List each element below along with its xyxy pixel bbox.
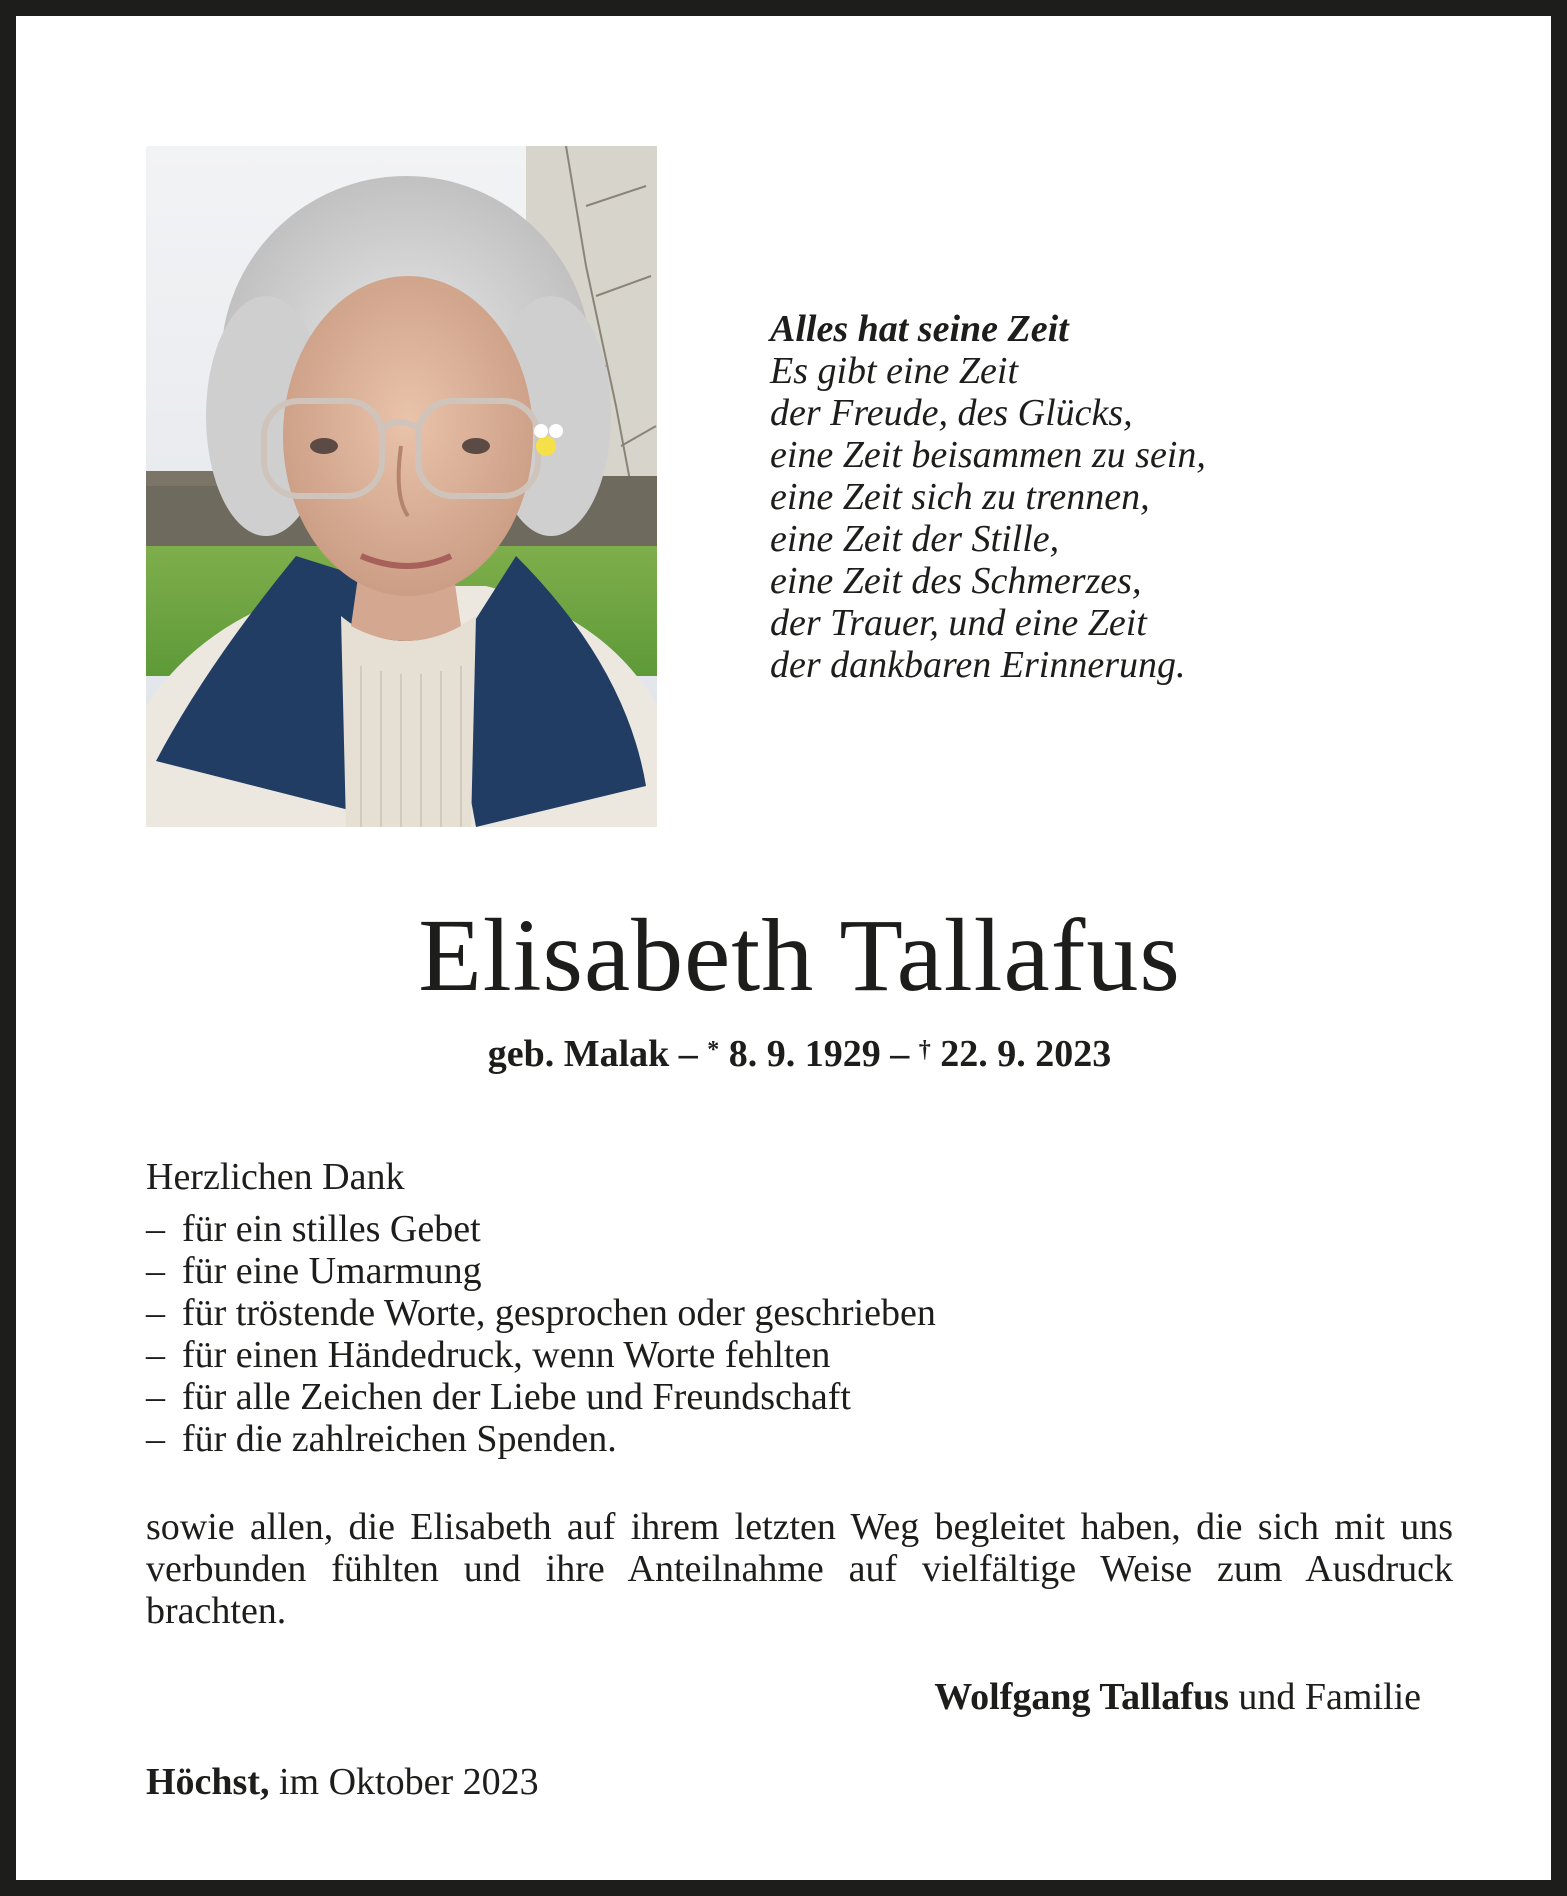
dash: – [146, 1208, 165, 1250]
place-town: Höchst, [146, 1761, 270, 1803]
poem-line: Es gibt eine Zeit [770, 350, 1019, 392]
dash: – [146, 1418, 165, 1460]
death-date: 22. 9. 2023 [930, 1033, 1112, 1075]
birth-symbol: * [707, 1037, 720, 1063]
thanks-paragraph: sowie allen, die Elisabeth auf ihrem letzten Weg begleitet haben, die sich mit uns verbunden fühlten und ihre Anteilnahme auf vielfältige Weise zum Ausdruck brachten. [146, 1506, 1453, 1632]
signature [934, 1674, 1421, 1720]
birth-date: 8. 9. 1929 [719, 1033, 881, 1075]
poem-line: eine Zeit des Schmerzes, [770, 560, 1142, 602]
death-symbol: † [918, 1037, 931, 1063]
dash: – [146, 1292, 165, 1334]
signature-suffix: und Familie [1228, 1676, 1421, 1718]
poem-line: eine Zeit der Stille, [770, 518, 1060, 560]
poem-line: eine Zeit sich zu trennen, [770, 476, 1150, 518]
thanks-item [146, 1250, 936, 1292]
thanks-item-text: für alle Zeichen der Liebe und Freundschaft [182, 1376, 851, 1418]
place-date-text: im Oktober 2023 [269, 1761, 539, 1803]
thanks-item-text: für eine Umarmung [182, 1250, 482, 1292]
thanks-item [146, 1376, 936, 1418]
thanks-item-text: für tröstende Worte, gesprochen oder geschrieben [182, 1292, 936, 1334]
thanks-item-text: für einen Händedruck, wenn Worte fehlten [182, 1334, 831, 1376]
thanks-item [146, 1418, 936, 1460]
thanks-item [146, 1208, 936, 1250]
poem-line: der Trauer, und eine Zeit [770, 602, 1147, 644]
portrait-image [146, 146, 657, 827]
thanks-item-text: für ein stilles Gebet [182, 1208, 481, 1250]
poem-line: eine Zeit beisammen zu sein, [770, 434, 1206, 476]
dash: – [146, 1250, 165, 1292]
place-date [146, 1759, 539, 1805]
poem [770, 308, 1206, 686]
signature-name: Wolfgang Tallafus [934, 1676, 1229, 1718]
poem-line: der dankbaren Erinnerung. [770, 644, 1186, 686]
dash: – [146, 1334, 165, 1376]
thanks-list [146, 1156, 936, 1460]
portrait-photo [146, 146, 657, 827]
dates-separator: – [669, 1033, 708, 1075]
dash: – [146, 1376, 165, 1418]
deceased-name: Elisabeth Tallafus [418, 898, 1181, 1013]
thanks-item [146, 1292, 936, 1334]
life-dates [16, 1031, 1567, 1077]
poem-title: Alles hat seine Zeit [770, 308, 1069, 350]
poem-line: der Freude, des Glücks, [770, 392, 1133, 434]
thanks-heading: Herzlichen Dank [146, 1156, 405, 1198]
thanks-item [146, 1334, 936, 1376]
birth-name: geb. Malak [487, 1033, 670, 1075]
thanks-item-text: für die zahlreichen Spenden. [182, 1418, 617, 1460]
dates-separator: – [880, 1033, 919, 1075]
